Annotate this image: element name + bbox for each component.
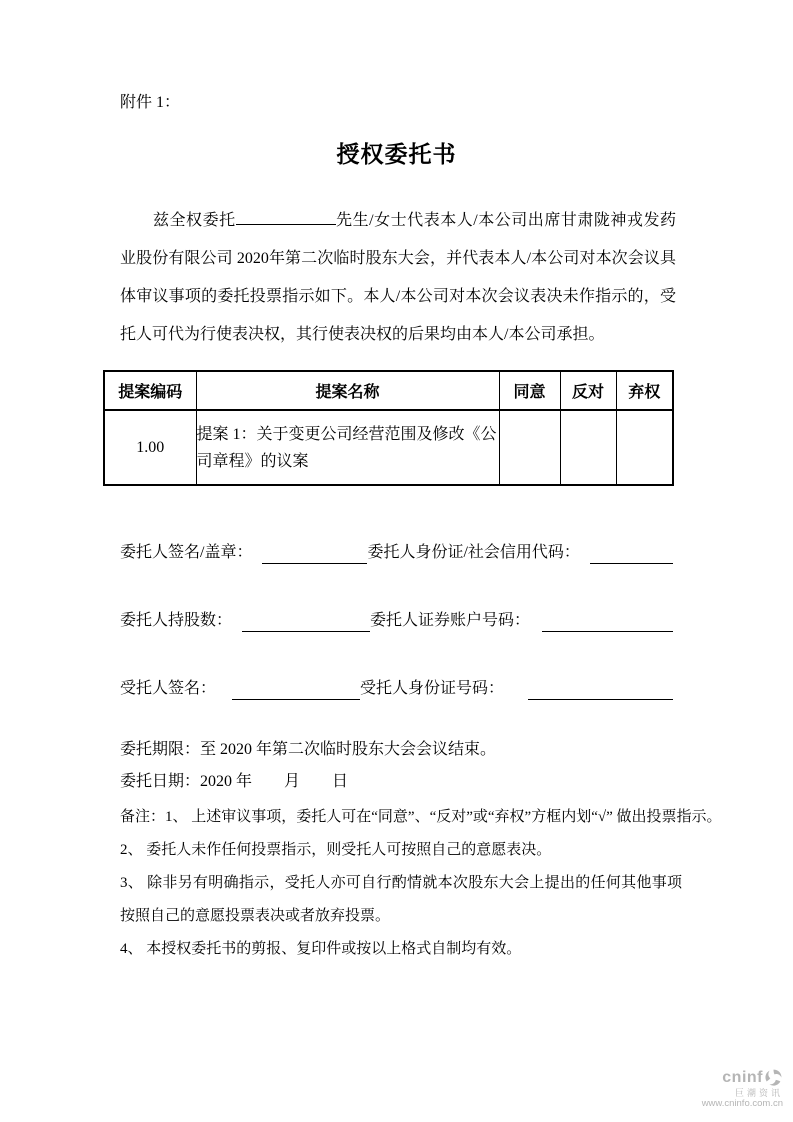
cninfo-watermark bbox=[702, 1068, 783, 1110]
principal-id-blank bbox=[590, 545, 673, 564]
agent-sign-label: 受托人签名： bbox=[120, 680, 217, 697]
header-abstain: 弃权 bbox=[616, 371, 673, 410]
document-title: 授权委托书 bbox=[336, 141, 457, 167]
cninfo-logo-text: cninf bbox=[722, 1068, 763, 1086]
agree-vote-cell bbox=[499, 410, 560, 485]
principal-shares-row bbox=[120, 610, 673, 632]
notes-block bbox=[120, 801, 722, 966]
table-header-row bbox=[104, 371, 673, 410]
agent-sign-blank bbox=[232, 681, 360, 700]
note-4: 4、 本授权委托书的剪报、复印件或按以上格式自制均有效。 bbox=[120, 941, 522, 957]
paragraph-body: 先生/女士代表本人/本公司出席甘肃陇神戎发药业股份有限公司 2020年第二次临时股东大会，并代表本人/本公司对本次会议具体审议事项的委托投票指示如下。本人/本公司对本次会议表决未作指示的，受托人可代为行使表决权，其行使表决权的后果均由本人/本公司承担。 bbox=[120, 212, 676, 343]
principal-shares-blank bbox=[242, 613, 370, 632]
note-1: 备注：1、 上述审议事项，委托人可在“同意”、“反对”或“弃权”方框内划“√” 做出投票指示。 bbox=[120, 809, 722, 825]
authorization-paragraph bbox=[120, 202, 676, 354]
attorney-name-blank bbox=[236, 209, 336, 225]
header-proposal-name: 提案名称 bbox=[196, 371, 499, 410]
paragraph-lead: 兹全权委托 bbox=[153, 212, 236, 229]
note-3: 3、 除非另有明确指示，受托人亦可自行酌情就本次股东大会上提出的任何其他事项按照自己的意愿投票表决或者放弃投票。 bbox=[120, 875, 682, 924]
header-proposal-code: 提案编码 bbox=[104, 371, 196, 410]
terms-block bbox=[120, 734, 673, 798]
proposal-voting-table bbox=[103, 370, 674, 486]
principal-sign-blank bbox=[262, 545, 367, 564]
principal-signature-row bbox=[120, 542, 673, 564]
principal-shares-label: 委托人持股数： bbox=[120, 612, 233, 629]
principal-account-blank bbox=[542, 613, 673, 632]
proposal-code-cell: 1.00 bbox=[104, 410, 196, 485]
note-2: 2、 委托人未作任何投票指示，则受托人可按照自己的意愿表决。 bbox=[120, 842, 552, 858]
principal-sign-label: 委托人签名/盖章： bbox=[120, 544, 253, 561]
proposal-name-cell: 提案 1：关于变更公司经营范围及修改《公司章程》的议案 bbox=[196, 410, 499, 485]
entrustment-date: 委托日期：2020 年 月 日 bbox=[120, 773, 349, 790]
attachment-label: 附件 1： bbox=[120, 94, 181, 111]
agent-id-blank bbox=[528, 681, 673, 700]
header-oppose: 反对 bbox=[560, 371, 616, 410]
document-body bbox=[118, 0, 722, 966]
principal-account-label: 委托人证券账户号码： bbox=[370, 612, 531, 629]
table-row bbox=[104, 410, 673, 485]
cninfo-chinese-name: 巨潮资讯 bbox=[734, 1088, 783, 1099]
cninfo-website-url: www.cninfo.com.cn bbox=[701, 1098, 783, 1110]
header-agree: 同意 bbox=[499, 371, 560, 410]
entrustment-period: 委托期限：至 2020 年第二次临时股东大会会议结束。 bbox=[120, 741, 497, 758]
abstain-vote-cell bbox=[616, 410, 673, 485]
agent-id-label: 受托人身份证号码： bbox=[360, 680, 505, 697]
cninfo-logo-icon bbox=[764, 1068, 783, 1087]
principal-id-label: 委托人身份证/社会信用代码： bbox=[367, 544, 580, 561]
oppose-vote-cell bbox=[560, 410, 616, 485]
agent-signature-row bbox=[120, 678, 673, 700]
